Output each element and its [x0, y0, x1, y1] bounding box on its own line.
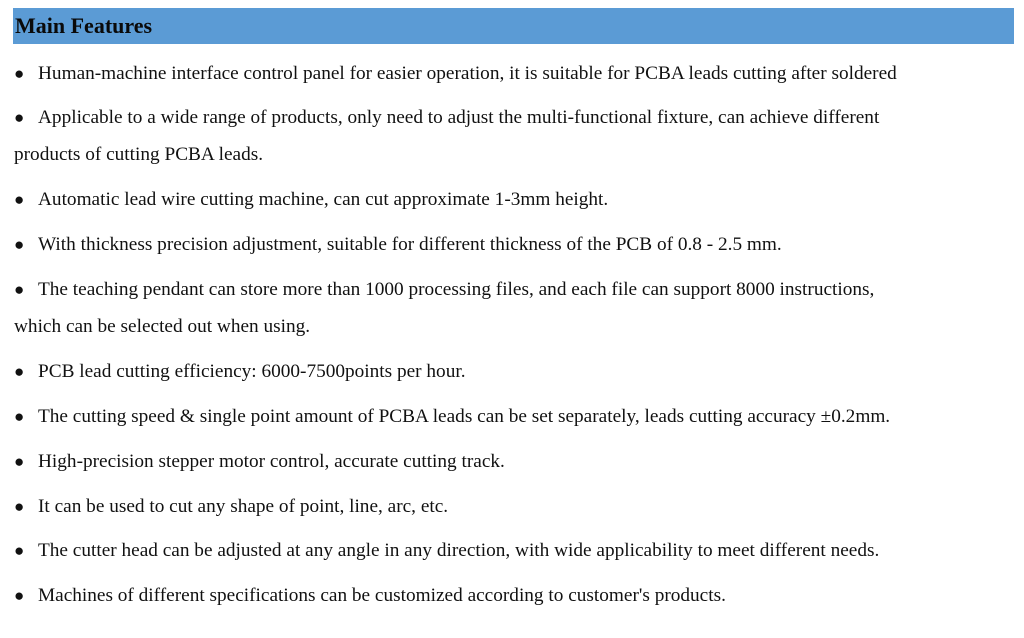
- feature-item-7: [14, 398, 1014, 435]
- feature-text: Human-machine interface control panel for easier operation, it is suitable for PCBA leads cutting after soldered: [38, 63, 897, 84]
- bullet-icon: ●: [14, 586, 25, 605]
- feature-item-6: [14, 353, 1014, 390]
- feature-text: Automatic lead wire cutting machine, can cut approximate 1-3mm height.: [38, 189, 609, 210]
- bullet-icon: ●: [14, 497, 25, 516]
- bullet-icon: ●: [14, 235, 25, 254]
- bullet-icon: ●: [14, 280, 25, 299]
- bullet-icon: ●: [14, 452, 25, 471]
- feature-item-1: [14, 55, 1014, 92]
- feature-text-continued: which can be selected out when using.: [14, 316, 311, 337]
- feature-text: With thickness precision adjustment, suitable for different thickness of the PCB of 0.8 - 2.5 mm.: [38, 234, 782, 255]
- section-title: Main Features: [15, 13, 153, 38]
- bullet-icon: ●: [14, 190, 25, 209]
- feature-item-10: [14, 532, 1014, 569]
- feature-text: The cutter head can be adjusted at any angle in any direction, with wide applicability to meet different needs.: [38, 540, 880, 561]
- feature-text: The teaching pendant can store more than 1000 processing files, and each file can support 8000 instructions,: [38, 279, 875, 300]
- feature-item-4: [14, 226, 1014, 263]
- feature-text: High-precision stepper motor control, accurate cutting track.: [38, 451, 505, 472]
- feature-item-9: [14, 488, 1014, 525]
- feature-text: It can be used to cut any shape of point, line, arc, etc.: [38, 496, 449, 517]
- feature-item-2: [14, 99, 1014, 173]
- feature-text-continued: products of cutting PCBA leads.: [14, 144, 264, 165]
- feature-item-3: [14, 181, 1014, 218]
- bullet-icon: ●: [14, 64, 25, 83]
- feature-item-5: [14, 271, 1014, 345]
- feature-text: Machines of different specifications can be customized according to customer's products.: [38, 585, 726, 606]
- bullet-icon: ●: [14, 541, 25, 560]
- bullet-icon: ●: [14, 108, 25, 127]
- bullet-icon: ●: [14, 362, 25, 381]
- feature-text: PCB lead cutting efficiency: 6000-7500points per hour.: [38, 361, 466, 382]
- feature-text: The cutting speed & single point amount of PCBA leads can be set separately, leads cutting accuracy ±0.2mm.: [38, 406, 891, 427]
- feature-item-11: [14, 577, 1014, 614]
- feature-text: Applicable to a wide range of products, only need to adjust the multi-functional fixture, can achieve different: [38, 107, 880, 128]
- bullet-icon: ●: [14, 407, 25, 426]
- section-header-bar: [13, 8, 1014, 44]
- feature-item-8: [14, 443, 1014, 480]
